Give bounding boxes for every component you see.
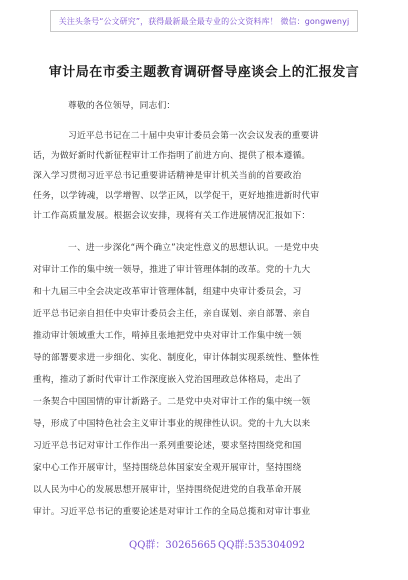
paragraph-line: 以人民为中心的发展思想开展审计，坚持围绕促进党的自我革命开展 xyxy=(33,485,302,495)
paragraph-line: 任务，以学铸魂，以学增智、以学正风，以学促干，更好地推进新时代审 xyxy=(33,191,320,201)
paragraph-line: 导，形成了中国特色社会主义审计事业的规律性认识。党的十九大以来 xyxy=(33,419,311,429)
footer-qq-group-1: QQ群：30265665 xyxy=(129,540,217,551)
paragraph-line: 话，为做好新时代新征程审计工作指明了前进方向、提供了根本遵循。 xyxy=(33,151,311,161)
paragraph-line: 审计。习近平总书记的重要论述是对审计工作的全局总揽和对审计事业 xyxy=(33,507,311,517)
paragraph-line: 家中心工作开展审计，坚持围绕总体国家安全观开展审计，坚持围绕 xyxy=(33,463,302,473)
document-title: 审计局在市委主题教育调研督导座谈会上的汇报发言 xyxy=(48,65,360,80)
top-banner: 关注头条号“公文研究”，获得最新最全最专业的公文资料库！ 微信：gongwenyj xyxy=(50,10,358,32)
paragraph-line: 近平总书记亲自担任中央审计委员会主任，亲自谋划、亲自部署、亲自 xyxy=(33,309,311,319)
footer-qq-group-2: QQ群:535304092 xyxy=(218,540,306,551)
paragraph-line: 习近平总书记对审计工作作出一系列重要论述，要求坚持围绕党和国 xyxy=(33,441,302,451)
paragraph-line: 导的部署要求进一步细化、实化、制度化，审计体制实现系统性、整体性 xyxy=(33,353,320,363)
paragraph-line: 一条契合中国国情的审计新路子。二是党中央对审计工作的集中统一领 xyxy=(33,397,311,407)
paragraph-line: 推动审计领域重大工作，啃掉且张地把党中央对审计工作集中统一领 xyxy=(33,331,302,341)
salutation: 尊敬的各位领导，同志们： xyxy=(68,101,176,111)
paragraph-line: 和十九届三中全会决定改革审计管理体制，组建中央审计委员会，习 xyxy=(33,287,302,297)
paragraph-line: 一、进一步深化“两个确立”决定性意义的思想认识。一是党中央 xyxy=(68,243,319,253)
paragraph-line: 对审计工作的集中统一领导，推进了审计管理体制的改革。党的十九大 xyxy=(33,265,311,275)
paragraph-line: 习近平总书记在二十届中央审计委员会第一次会议发表的重要讲 xyxy=(68,131,319,141)
paragraph-line: 深入学习贯彻习近平总书记重要讲话精神是审计机关当前的首要政治 xyxy=(33,171,302,181)
paragraph-line: 重构，推动了新时代审计工作深度嵌入党治国理政总体格局，走出了 xyxy=(33,375,302,385)
paragraph-line: 计工作高质量发展。根据会议安排，现将有关工作进展情况汇报如下： xyxy=(33,211,311,221)
